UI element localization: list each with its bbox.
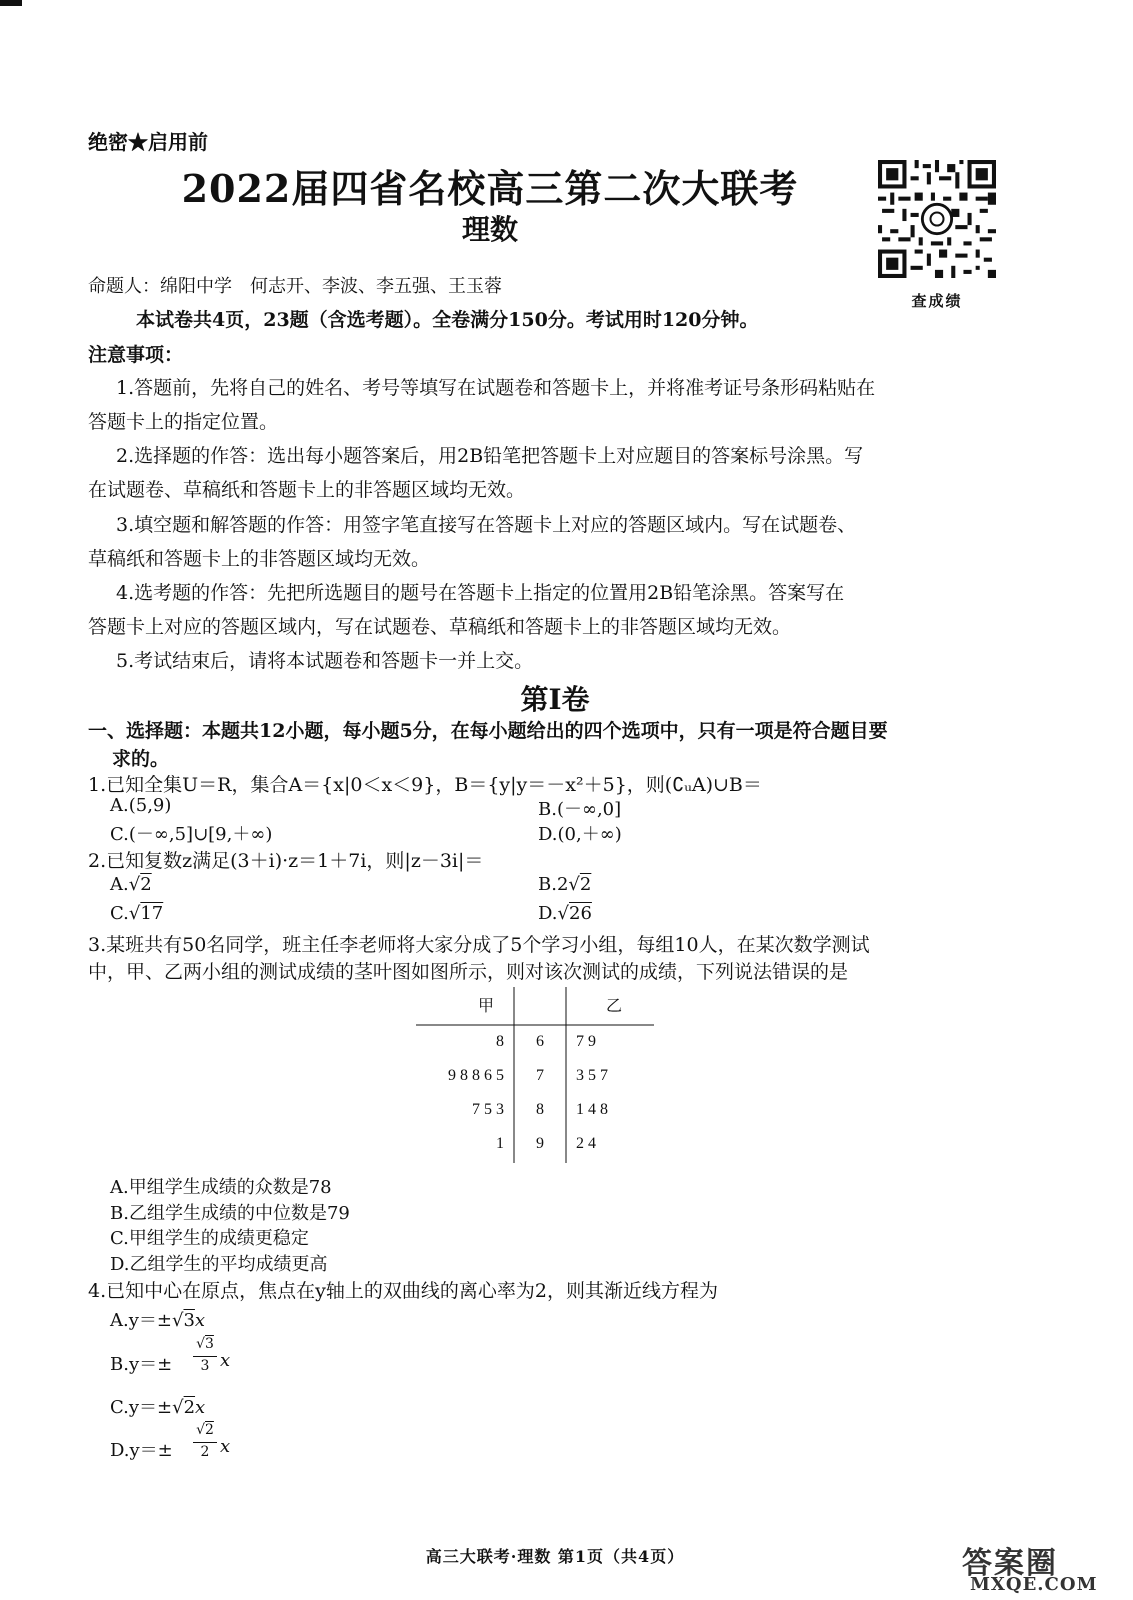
sqrt-icon: √ <box>128 903 141 924</box>
option-b-radicand: 3 <box>205 1336 214 1352</box>
sqrt-icon: √ <box>557 903 569 924</box>
option-d-variable: x <box>220 1436 231 1457</box>
option-d-numerator <box>192 1422 218 1438</box>
option-c-radicand: 17 <box>140 903 164 924</box>
confidential-label: 绝密★启用前 <box>88 130 208 154</box>
option-b-fraction-bar <box>193 1356 217 1357</box>
sqrt-icon: √ <box>171 1310 184 1331</box>
scan-edge-mark <box>0 0 22 6</box>
question-2-option-a <box>110 874 152 895</box>
qr-code-icon[interactable] <box>878 160 996 278</box>
plot-right-leaves: 7 9 <box>576 1033 596 1050</box>
plot-stem: 7 <box>536 1067 544 1084</box>
option-a-radicand: 3 <box>183 1310 195 1331</box>
plot-right-leaves: 3 5 7 <box>576 1067 608 1084</box>
notice-3-line-2: 草稿纸和答题卡上的非答题区域均无效。 <box>88 548 431 570</box>
question-3-option-a: A.甲组学生成绩的众数是78 <box>110 1177 332 1198</box>
option-d-denominator: 2 <box>200 1444 210 1460</box>
sqrt-icon: √ <box>172 1397 184 1418</box>
authors-line: 命题人：绵阳中学 何志开、李波、李五强、王玉蓉 <box>88 276 502 297</box>
option-b-variable: x <box>220 1350 231 1371</box>
option-b-denominator: 3 <box>200 1358 210 1374</box>
notice-1-line-1: 1.答题前，先将自己的姓名、考号等填写在试题卷和答题卡上，并将准考证号条形码粘贴在 <box>116 377 876 399</box>
option-a-radicand: 2 <box>140 874 152 895</box>
notice-heading: 注意事项： <box>88 344 184 366</box>
notice-4-line-2: 答题卡上对应的答题区域内，写在试题卷、草稿纸和答题卡上的非答题区域均无效。 <box>88 616 792 638</box>
plot-right-leaves: 1 4 8 <box>576 1101 608 1118</box>
question-2-option-d <box>538 903 592 924</box>
option-c-variable: x <box>195 1397 206 1418</box>
plot-left-leaves: 7 5 3 <box>472 1101 504 1118</box>
question-1-option-d: D.(0,＋∞) <box>538 824 622 845</box>
sqrt-icon: √ <box>196 1336 205 1352</box>
notice-5-line-1: 5.考试结束后，请将本试题卷和答题卡一并上交。 <box>116 650 534 672</box>
question-3-option-b: B.乙组学生成绩的中位数是79 <box>110 1203 350 1224</box>
notice-2-line-2: 在试题卷、草稿纸和答题卡上的非答题区域均无效。 <box>88 479 526 501</box>
option-c-label: C. <box>110 903 129 924</box>
section-heading: 第Ⅰ卷 <box>520 683 590 716</box>
plot-right-leaves: 2 4 <box>576 1135 596 1152</box>
notice-4-line-1: 4.选考题的作答：先把所选题目的题号在答题卡上指定的位置用2B铅笔涂黑。答案写在 <box>116 582 845 604</box>
notice-3-line-1: 3.填空题和解答题的作答：用签字笔直接写在答题卡上对应的答题区域内。写在试题卷、 <box>116 514 857 536</box>
question-1-option-b: B.(－∞,0] <box>538 799 622 820</box>
question-4-option-a <box>110 1306 205 1332</box>
question-1-option-a: A.(5,9) <box>110 795 172 816</box>
option-d-fraction-bar <box>193 1442 217 1443</box>
plot-stem: 9 <box>536 1135 544 1152</box>
option-d-label: D. <box>538 903 558 924</box>
plot-stem: 8 <box>536 1101 544 1118</box>
question-4-stem: 4.已知中心在原点，焦点在y轴上的双曲线的离心率为2，则其渐近线方程为 <box>88 1280 718 1302</box>
question-1-stem: 1.已知全集U＝R，集合A＝{x|0＜x＜9}，B＝{y|y＝－x²＋5}，则(∁ᵤA)∪B＝ <box>88 774 762 796</box>
plot-left-header: 甲 <box>477 998 495 1015</box>
question-2-option-c <box>110 903 163 924</box>
plot-left-leaves: 8 <box>496 1033 504 1050</box>
question-2-option-b <box>538 874 591 895</box>
option-d-radicand: 26 <box>569 903 592 924</box>
notice-2-line-1: 2.选择题的作答：选出每小题答案后，用2B铅笔把答题卡上对应题目的答案标号涂黑。写 <box>116 445 864 467</box>
exam-title: 2022届四省名校高三第二次大联考 <box>181 166 799 211</box>
plot-left-leaves: 9 8 8 6 5 <box>448 1067 504 1084</box>
page-footer: 高三大联考·理数 第1页（共4页） <box>425 1547 685 1566</box>
option-b-numerator <box>192 1336 218 1352</box>
plot-right-header: 乙 <box>605 998 623 1015</box>
question-3-option-c: C.甲组学生的成绩更稳定 <box>110 1228 309 1249</box>
question-2-stem: 2.已知复数z满足(3＋i)·z＝1＋7i，则|z－3i|＝ <box>88 850 484 872</box>
question-3-stem-line-1: 3.某班共有50名同学，班主任李老师将大家分成了5个学习小组，每组10人，在某次数学测试 <box>88 934 870 956</box>
option-c-radicand: 2 <box>183 1397 196 1418</box>
option-a-label: A.y＝± <box>110 1310 172 1331</box>
option-a-label: A. <box>110 874 129 895</box>
plot-left-leaves: 1 <box>496 1135 504 1152</box>
question-1-option-c: C.(－∞,5]∪[9,＋∞) <box>110 824 273 845</box>
option-d-radicand: 2 <box>205 1422 214 1438</box>
sqrt-icon: √ <box>128 874 141 895</box>
question-4-option-d-label: D.y＝± <box>110 1440 173 1461</box>
question-3-stem-line-2: 中，甲、乙两小组的测试成绩的茎叶图如图所示，则对该次测试的成绩，下列说法错误的是 <box>88 961 849 983</box>
sqrt-icon: √ <box>568 874 580 895</box>
plot-stem: 6 <box>536 1033 544 1050</box>
qr-caption: 查成绩 <box>911 292 963 310</box>
watermark-logo: 答案圈 <box>962 1546 1058 1581</box>
notice-1-line-2: 答题卡上的指定位置。 <box>88 411 279 433</box>
option-b-label: B.2 <box>538 874 569 895</box>
option-b-radicand: 2 <box>579 874 592 895</box>
part-one-heading-line-1: 一、选择题：本题共12小题，每小题5分，在每小题给出的四个选项中，只有一项是符合题目要 <box>88 720 888 742</box>
sqrt-icon: √ <box>196 1422 205 1438</box>
question-3-option-d: D.乙组学生的平均成绩更高 <box>110 1254 328 1275</box>
exam-summary: 本试卷共4页，23题（含选考题）。全卷满分150分。考试用时120分钟。 <box>136 309 759 331</box>
subject-title: 理数 <box>461 213 518 246</box>
part-one-heading-line-2: 求的。 <box>112 748 170 770</box>
option-c-label: C.y＝± <box>110 1397 173 1418</box>
stem-leaf-plot <box>410 985 660 1165</box>
watermark-url: MXQE.COM <box>970 1574 1098 1595</box>
option-a-variable: x <box>194 1310 206 1331</box>
question-4-option-c <box>110 1393 205 1419</box>
question-4-option-b-label: B.y＝± <box>110 1354 173 1375</box>
